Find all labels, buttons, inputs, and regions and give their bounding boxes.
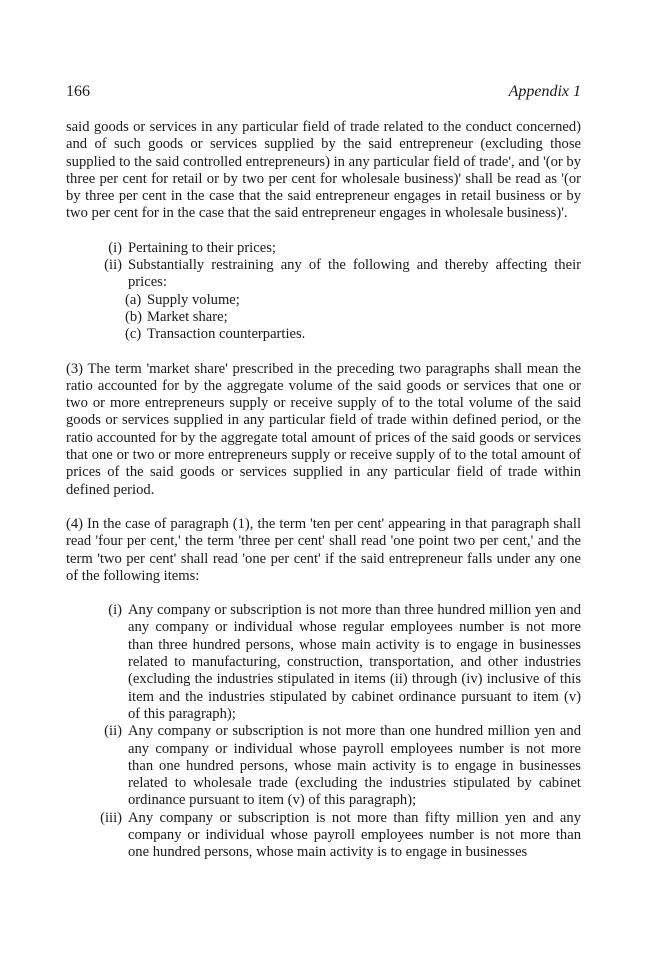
- page-number: 166: [66, 83, 90, 100]
- item-text: Any company or subscription is not more than one hundred million yen and any company or individual whose payroll employees number is not more than one hundred persons, whose main activity is to engage in businesses related to wholesale trade (excluding the industries stipulated by cabinet ordinance pursuant to item (v) of this paragraph);: [128, 723, 581, 809]
- sublist-item: [125, 292, 581, 309]
- paragraph-4: (4) In the case of paragraph (1), the term 'ten per cent' appearing in that paragraph shall read 'four per cent,' the term 'three per cent' shall read 'one point two per cent,' and the term 'two per cent' shall read 'one per cent' if the said entrepreneur falls under any one of the following items:: [66, 515, 581, 584]
- running-header: [66, 82, 581, 102]
- list-item: [66, 602, 581, 723]
- item-number: (i): [108, 239, 122, 256]
- sublist-item: [125, 309, 581, 326]
- subitem-text: Transaction counterparties.: [147, 326, 306, 343]
- list-item: [66, 257, 581, 292]
- body-text: [66, 119, 581, 862]
- subitem-text: Supply volume;: [147, 291, 240, 308]
- item-text: Pertaining to their prices;: [128, 239, 276, 256]
- sublist-restraints: [66, 292, 581, 344]
- subitem-letter: (b): [125, 308, 143, 325]
- running-title: Appendix 1: [508, 83, 581, 100]
- list-item: [66, 810, 581, 862]
- paragraph-intro: said goods or services in any particular field of trade related to the conduct concerned) and of such goods or services supplied by the said entrepreneur (excluding those supplied to the said controlled entrepreneurs) in any particular field of trade', and '(or by three per cent for retail or by two per cent for wholesale business)' shall be read as '(or by three per cent in the case that the said entrepreneur engages in retail business or by two per cent for in the case that the said entrepreneur engages in wholesale business)'.: [66, 119, 581, 222]
- subitem-letter: (a): [125, 291, 142, 308]
- item-number: (i): [108, 602, 122, 619]
- list-items: [66, 602, 581, 861]
- item-text: Substantially restraining any of the following and thereby affecting their prices:: [128, 257, 581, 291]
- paragraph-3: (3) The term 'market share' prescribed in the preceding two paragraphs shall mean the ratio accounted for by the aggregate volume of the said goods or services that one or two or more entrepreneurs supply or receive supply of to the total volume of the said goods or services supplied in any particular field of trade within defined period, or the ratio accounted for by the aggregate total amount of prices of the said goods or services that one or two or more entrepreneurs supply or receive supply of to the total amount of prices of the said goods or services supplied in any particular field of trade within defined period.: [66, 360, 581, 498]
- item-number: (iii): [100, 809, 122, 826]
- subitem-text: Market share;: [147, 308, 228, 325]
- subitem-letter: (c): [125, 326, 142, 343]
- item-number: (ii): [104, 257, 122, 274]
- list-prices: [66, 240, 581, 292]
- list-item: [66, 723, 581, 809]
- sublist-item: [125, 326, 581, 343]
- item-text: Any company or subscription is not more than fifty million yen and any company or individual whose payroll employees number is not more than one hundred persons, whose main activity is to engage in businesses: [128, 809, 581, 861]
- item-text: Any company or subscription is not more than three hundred million yen and any company or individual whose regular employees number is not more than three hundred persons, whose main activity is to engage in businesses related to manufacturing, construction, transportation, and other industries (excluding the industries stipulated in items (ii) through (iv) inclusive of this item and the industries stipulated by cabinet ordinance pursuant to item (v) of this paragraph);: [128, 602, 581, 722]
- list-item: [66, 240, 581, 257]
- item-number: (ii): [104, 723, 122, 740]
